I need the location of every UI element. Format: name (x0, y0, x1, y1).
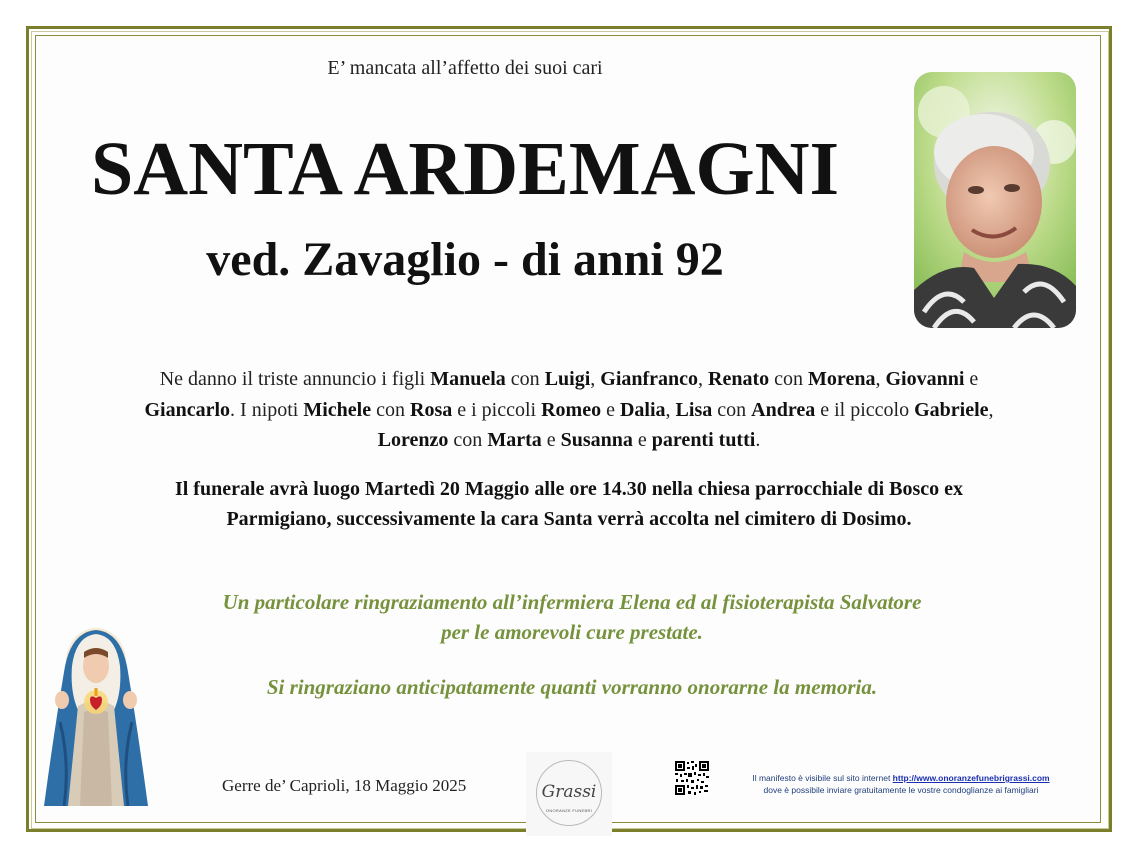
website-info (712, 772, 1090, 796)
thanks-line-2: per le amorevoli cure prestate. (441, 620, 703, 644)
place-date: Gerre de’ Caprioli, 18 Maggio 2025 (222, 776, 467, 795)
deceased-name: SANTA ARDEMAGNI (90, 127, 840, 211)
family-name: Renato (708, 368, 770, 390)
funeral-line-1: Il funerale avrà luogo Martedì 20 Maggio alle ore 14.30 nella chiesa parrocchiale di Bosco ex (174, 478, 964, 500)
thanks-memory: Si ringraziano anticipatamente quanti vorranno onorarne la memoria. (266, 675, 878, 699)
thanks-line-1: Un particolare ringraziamento all’infermiera Elena ed al fisioterapista Salvatore (222, 590, 922, 614)
family-name: Marta (487, 429, 542, 451)
family-name: Lorenzo (377, 429, 449, 451)
qr-code-icon[interactable] (674, 760, 710, 796)
family-name: Michele (303, 398, 372, 421)
family-name: Giancarlo (144, 398, 231, 421)
funeral-line-2: Parmigiano, successivamente la cara Santa verrà accolta nel cimitero di Dosimo. (226, 508, 912, 530)
family-name: Luigi (544, 368, 591, 390)
website-line-1: Il manifesto è visibile sul sito internet http://www.onoranzefunebrigrassi.com (752, 773, 1050, 783)
deceased-subtitle: ved. Zavaglio - di anni 92 (206, 233, 724, 286)
funeral-info (52, 474, 1086, 534)
announcement-paragraph: Ne danno il triste annuncio i figli Manuela con Luigi, Gianfranco, Renato con Morena, Giovanni e Giancarlo. I nipoti Michele con Rosa e i piccoli Romeo e Dalia, Lisa con Andrea e il piccolo Gabriele, Lorenzo con Marta e Susanna e parenti tutti. (144, 368, 994, 451)
logo-subtitle: ONORANZE FUNEBRI (545, 808, 593, 813)
family-name: Manuela (430, 368, 506, 390)
family-name: Dalia (619, 398, 666, 421)
family-name: Gianfranco (600, 368, 699, 390)
intro-text: E’ mancata all’affetto dei suoi cari (327, 57, 603, 79)
family-name: Gabriele (914, 398, 989, 421)
madonna-image (40, 622, 152, 806)
family-name: Morena (808, 368, 876, 390)
family-name: Giovanni (885, 368, 965, 390)
grassi-logo (526, 752, 612, 836)
logo-name: Grassi (541, 782, 597, 802)
thanks-block (52, 587, 1092, 647)
family-name: parenti tutti (651, 429, 756, 451)
family-name: Andrea (751, 398, 816, 421)
family-name: Lisa (675, 398, 713, 421)
family-name: Romeo (541, 398, 602, 421)
portrait-photo (914, 72, 1076, 328)
family-name: Rosa (410, 398, 453, 421)
website-link[interactable]: http://www.onoranzefunebrigrassi.com (892, 773, 1050, 783)
website-line-2: dove è possibile inviare gratuitamente le vostre condoglianze ai famigliari (763, 785, 1039, 795)
family-name: Susanna (560, 429, 633, 451)
